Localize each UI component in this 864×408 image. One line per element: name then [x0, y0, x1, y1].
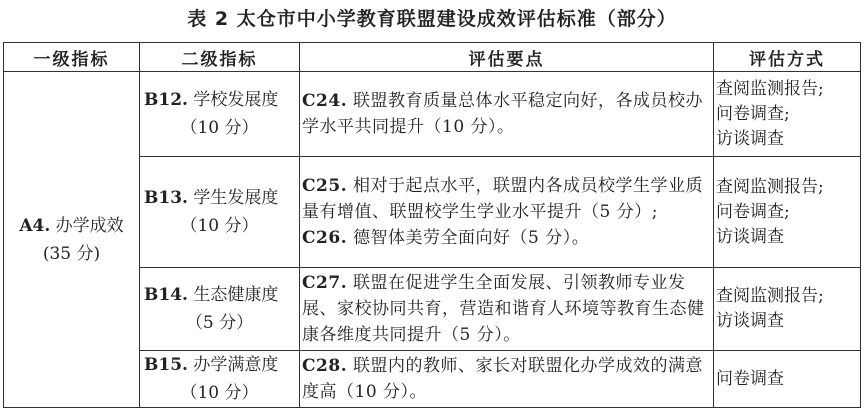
method-item: 查阅监测报告; — [716, 78, 824, 99]
level1-score: (35 分) — [42, 243, 101, 264]
point-code: C24. — [302, 91, 348, 111]
key-point — [302, 270, 711, 348]
header-level1: 一级指标 — [4, 43, 140, 72]
methods-cell — [714, 72, 861, 157]
method-item: 问卷调查 — [716, 368, 784, 389]
key-point — [302, 173, 711, 225]
point-text: 联盟内的教师、家长对联盟化办学成效的满意度高（10 分）。 — [302, 356, 704, 402]
level2-indicator-cell — [140, 268, 300, 351]
level2-indicator-cell — [140, 72, 300, 157]
methods-cell — [714, 268, 861, 351]
method-item: 查阅监测报告; — [716, 176, 824, 197]
key-point — [302, 225, 711, 251]
header-methods: 评估方式 — [714, 43, 861, 72]
level1-indicator-cell — [4, 72, 140, 408]
key-points-cell — [300, 157, 714, 268]
evaluation-standard-table — [3, 42, 861, 408]
point-text: 相对于起点水平，联盟内各成员校学生学业质量有增值、联盟校学生学业水平提升（5 分）; — [302, 176, 704, 222]
level2-code: B15. — [144, 355, 188, 375]
method-item: 问卷调查; — [716, 201, 790, 222]
level2-code: B14. — [144, 285, 188, 305]
key-points-cell — [300, 72, 714, 157]
level2-name: 学生发展度 — [193, 188, 279, 208]
table-row — [4, 72, 861, 157]
level2-score: （10 分） — [180, 118, 259, 138]
method-item: 查阅监测报告; — [716, 286, 824, 306]
level1-name: 办学成效 — [55, 215, 124, 236]
header-key-points: 评估要点 — [300, 43, 714, 72]
method-item: 问卷调查; — [716, 103, 790, 124]
point-text: 联盟在促进学生全面发展、引领教师专业发展、家校协同共育，营造和谐育人环境等教育生态健康各维度共同提升（5 分）。 — [302, 273, 705, 345]
level2-score: （5 分） — [185, 313, 254, 333]
key-point — [302, 353, 711, 405]
point-text: 联盟教育质量总体水平稳定向好，各成员校办学水平共同提升（10 分）。 — [302, 91, 704, 137]
point-code: C25. — [302, 176, 348, 196]
level2-indicator-cell — [140, 351, 300, 408]
level2-name: 办学满意度 — [193, 355, 279, 375]
level2-code: B12. — [144, 90, 188, 110]
key-points-cell — [300, 268, 714, 351]
point-code: C28. — [302, 356, 348, 376]
table-caption: 表 2 太仓市中小学教育联盟建设成效评估标准（部分） — [187, 8, 677, 30]
methods-cell — [714, 351, 861, 408]
key-points-cell — [300, 351, 714, 408]
key-point — [302, 88, 711, 140]
point-code: C27. — [302, 273, 348, 293]
table-header-row — [4, 43, 861, 72]
level2-name: 生态健康度 — [193, 285, 279, 305]
methods-cell — [714, 157, 861, 268]
level2-indicator-cell — [140, 157, 300, 268]
point-text: 德智体美劳全面向好（5 分）。 — [353, 228, 590, 248]
level2-score: （10 分） — [180, 216, 259, 236]
point-code: C26. — [302, 228, 348, 248]
header-level2: 二级指标 — [140, 43, 300, 72]
method-item: 访谈调查 — [716, 311, 784, 331]
method-item: 访谈调查 — [716, 226, 784, 247]
method-item: 访谈调查 — [716, 128, 784, 149]
level2-code: B13. — [144, 188, 188, 208]
level2-name: 学校发展度 — [193, 90, 279, 110]
level2-score: （10 分） — [180, 383, 259, 403]
level1-code: A4. — [19, 215, 51, 236]
